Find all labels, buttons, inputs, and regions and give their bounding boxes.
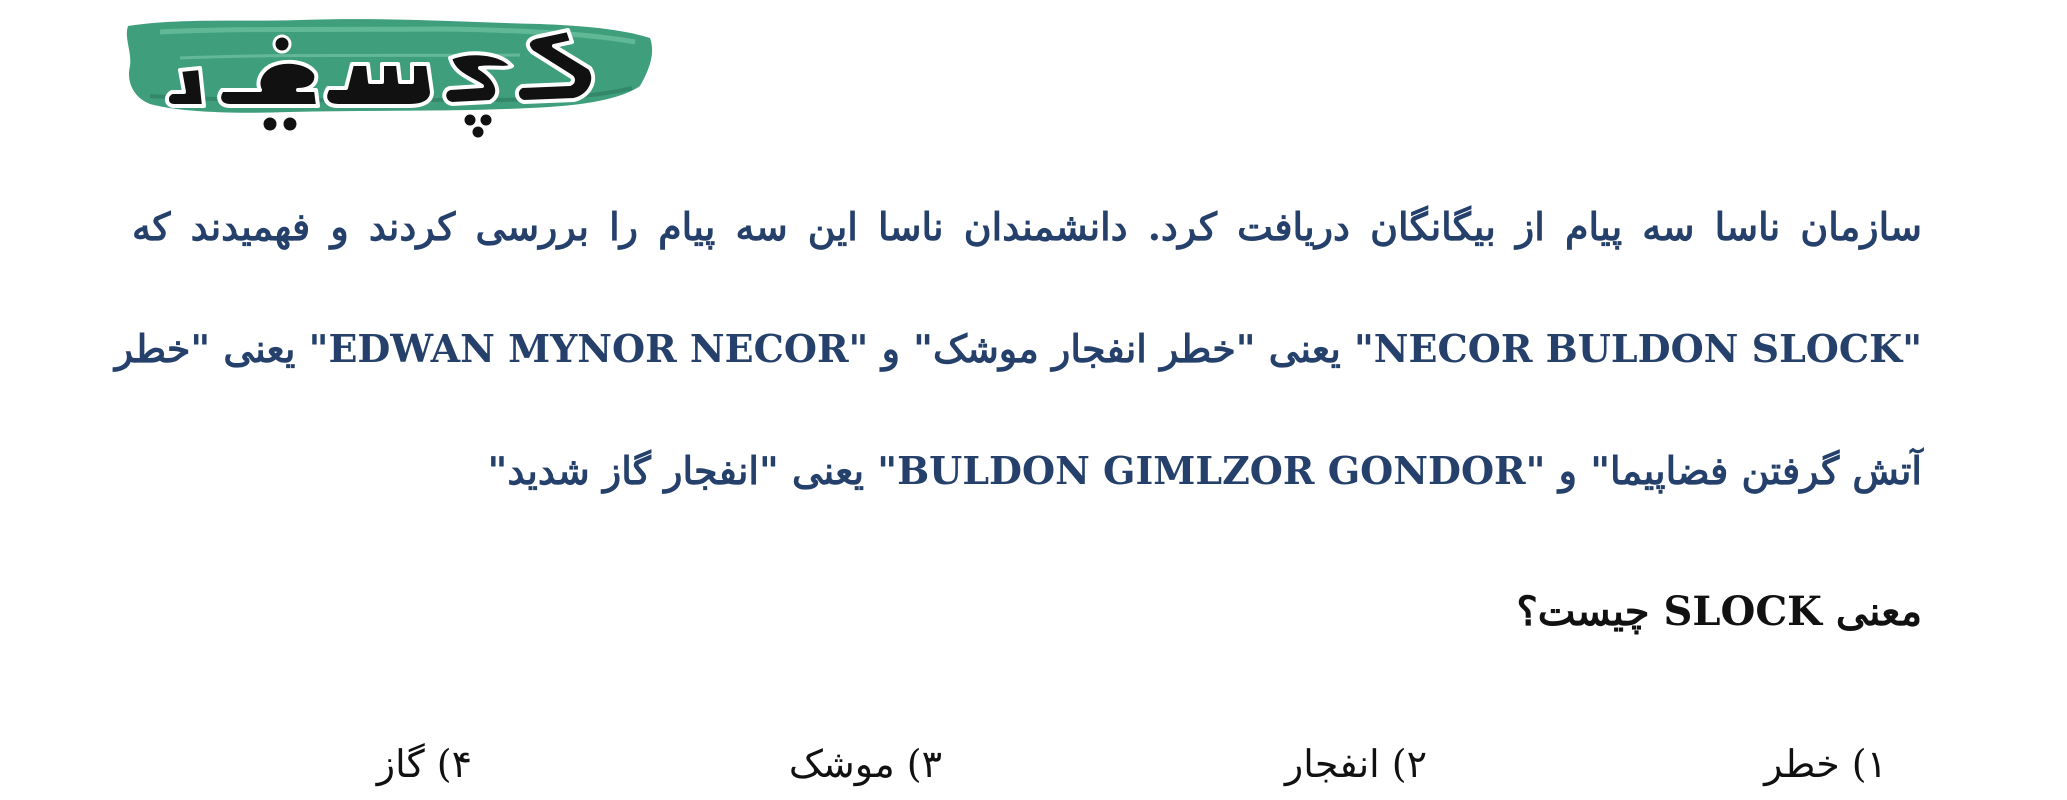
passage-line-1: سازمان ناسا سه پیام از بیگانگان دریافت کرد. دانشمندان ناسا این سه پیام را بررسی کردند و فهمیدند که [132, 204, 1922, 249]
option-3-label: موشک [788, 742, 895, 786]
passage-line-2: "NECOR BULDON SLOCK" یعنی "خطر انفجار موشک" و "EDWAN MYNOR NECOR" یعنی "خطر [114, 326, 1922, 371]
passage-line-3: آتش گرفتن فضاپیما" و "BULDON GIMLZOR GONDOR" یعنی "انفجار گاز شدید" [487, 448, 1922, 493]
option-1-label: خطر [1764, 742, 1840, 786]
question-text: معنی SLOCK چیست؟ [1516, 588, 1922, 635]
option-3-number: ۳) [906, 742, 942, 786]
option-2-number: ۲) [1391, 742, 1427, 786]
option-3[interactable] [789, 742, 942, 786]
logo [120, 8, 660, 143]
option-2-label: انفجار [1284, 742, 1380, 786]
option-4-number: ۴) [436, 742, 472, 786]
option-4[interactable] [377, 742, 472, 786]
option-1[interactable] [1764, 742, 1887, 786]
option-1-number: ۱) [1851, 742, 1887, 786]
logo-brush-icon [120, 8, 660, 143]
option-2[interactable] [1285, 742, 1427, 786]
option-4-label: گاز [376, 742, 425, 786]
passage [114, 166, 1922, 532]
